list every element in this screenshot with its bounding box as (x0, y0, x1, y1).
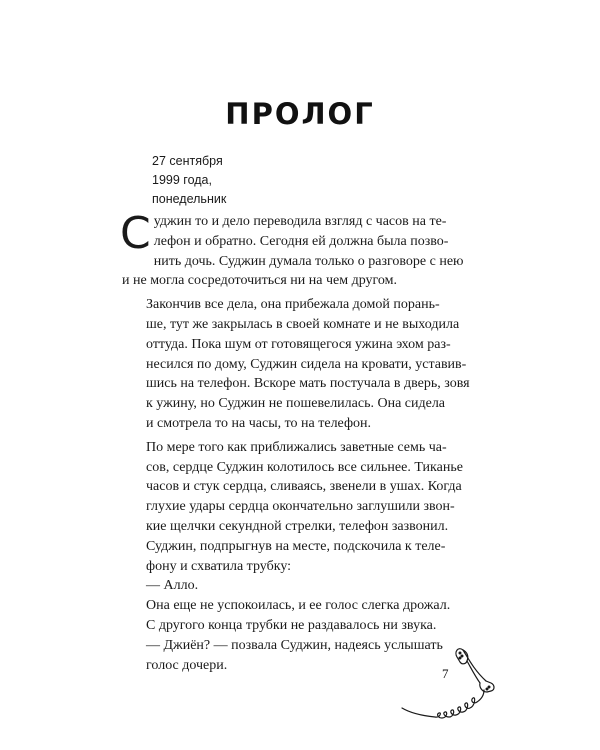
paragraph (122, 616, 472, 636)
paragraph (122, 537, 472, 577)
text-line: лефон и обратно. Сегодня ей должна была позво- (153, 233, 449, 249)
text-line: кие щелчки секундной стрелки, телефон зазвонил. (146, 518, 449, 534)
text-line: — Джиён? — позвала Суджин, надеясь услышать (146, 637, 443, 653)
dateline-line: 27 сентября (152, 154, 223, 168)
text-line: ше, тут же закрылась в своей комнате и не выходила (146, 316, 460, 332)
dateline-line: понедельник (152, 192, 227, 206)
chapter-title: ПРОЛОГ (225, 97, 375, 131)
text-line: несился по дому, Суджин сидела на кровати, уставив- (146, 356, 467, 372)
text-line: нить дочь. Суджин думала только о разговоре с нею (153, 253, 464, 269)
paragraph (120, 208, 472, 291)
text-line: Она еще не успокоилась, и ее голос слегка дрожал. (146, 598, 451, 614)
paragraph (122, 295, 472, 434)
dateline-line: 1999 года, (152, 173, 212, 187)
text-line: глухие удары сердца окончательно заглушили звон- (146, 499, 455, 515)
text-line: Суджин, подпрыгнув на месте, подскочила к телe- (146, 538, 446, 554)
paragraph (122, 438, 472, 537)
dateline (152, 152, 226, 209)
text-line: уджин то и дело переводила взгляд с часов на те- (153, 214, 447, 229)
text-line: шись на телефон. Вскоре мать постучала в дверь, зовя (146, 376, 470, 392)
text-line: голос дочери. (146, 657, 228, 673)
text-line: Закончив все дела, она прибежала домой порань- (146, 297, 440, 313)
text-line: и смотрела то на часы, то на телефон. (146, 415, 372, 431)
text-line: — Алло. (146, 578, 199, 594)
telephone-icon (400, 638, 510, 720)
body-text (120, 208, 472, 675)
text-line: часов и стук сердца, сливаясь, звенели в ушах. Когда (146, 479, 462, 495)
paragraph (122, 596, 472, 616)
text-line: оттуда. Пока шум от готовящегося ужина эхом раз- (146, 336, 451, 352)
page-number: 7 (442, 666, 449, 681)
text-line: сов, сердце Суджин колотилось все сильнее. Тиканье (146, 459, 463, 475)
text-line: С другого конца трубки не раздавалось ни звука. (146, 617, 437, 633)
text-line: фону и схватила трубку: (146, 558, 292, 574)
text-line: По мере того как приближались заветные семь ча- (146, 439, 447, 455)
paragraph (122, 576, 472, 596)
text-line: и не могла сосредоточиться ни на чем другом. (122, 273, 398, 289)
text-line: к ужину, но Суджин не пошевелилась. Она сидела (146, 396, 446, 412)
drop-cap: С (120, 208, 151, 259)
